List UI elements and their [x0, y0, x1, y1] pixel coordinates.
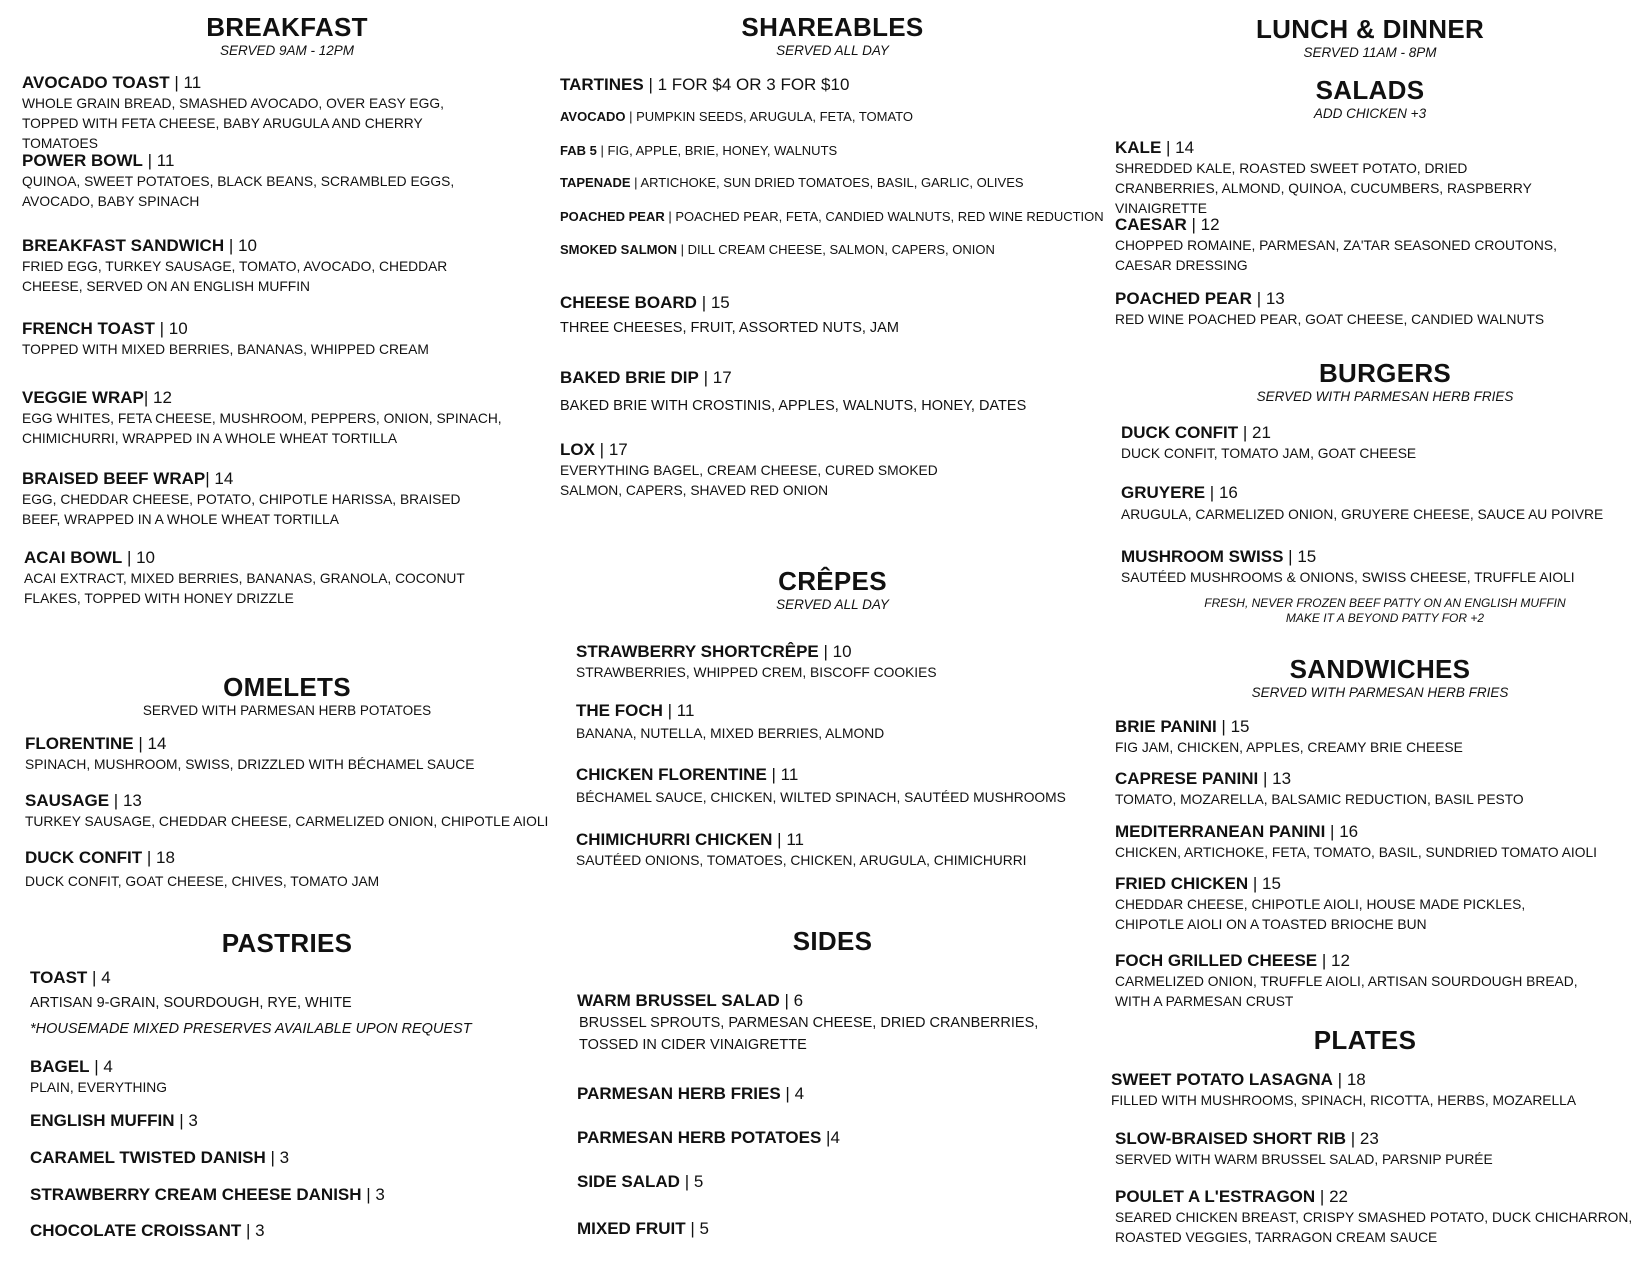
item-desc: FIG, APPLE, BRIE, HONEY, WALNUTS — [607, 143, 838, 158]
plates-header — [1105, 1025, 1625, 1055]
menu-item: CARAMEL TWISTED DANISH | 3 — [30, 1148, 290, 1167]
tartine-item: SMOKED SALMON | DILL CREAM CHEESE, SALMON, CAPERS, ONION — [560, 242, 995, 257]
tartine-item: POACHED PEAR | POACHED PEAR, FETA, CANDIED WALNUTS, RED WINE REDUCTION — [560, 209, 1104, 224]
item-price: 11 — [183, 73, 202, 92]
item-price: 4 — [794, 1084, 805, 1103]
menu-item: SIDE SALAD | 5 — [577, 1172, 704, 1191]
item-name: TOAST — [30, 968, 88, 987]
item-name: BREAKFAST SANDWICH — [22, 236, 225, 255]
item-desc: TURKEY SAUSAGE, CHEDDAR CHEESE, CARMELIZED ONION, CHIPOTLE AIOLI — [25, 814, 549, 829]
item-price: 23 — [1359, 1129, 1379, 1148]
menu-item: FLORENTINE | 14 SPINACH, MUSHROOM, SWISS, DRIZZLED WITH BÉCHAMEL SAUCE — [25, 733, 555, 775]
tartine-item: AVOCADO | PUMPKIN SEEDS, ARUGULA, FETA, TOMATO — [560, 109, 914, 124]
menu-item: MIXED FRUIT | 5 — [577, 1219, 709, 1238]
item-name: FRENCH TOAST — [22, 319, 155, 338]
item-price: 3 — [188, 1111, 198, 1130]
item-price: 22 — [1329, 1187, 1348, 1206]
item-name: POULET A L'ESTRAGON — [1115, 1187, 1316, 1206]
item-desc: PUMPKIN SEEDS, ARUGULA, FETA, TOMATO — [636, 109, 914, 124]
item-name: DUCK CONFIT — [25, 848, 143, 867]
item-price: 11 — [156, 151, 175, 170]
item-price: 16 — [1218, 483, 1238, 502]
item-price: 10 — [168, 319, 188, 338]
section-title: SHAREABLES — [741, 12, 924, 42]
item-desc: SERVED WITH WARM BRUSSEL SALAD, PARSNIP PURÉE — [1115, 1152, 1493, 1167]
item-name: FOCH GRILLED CHEESE — [1115, 951, 1318, 970]
item-desc: ACAI EXTRACT, MIXED BERRIES, BANANAS, GRANOLA, COCONUT FLAKES, TOPPED WITH HONEY DRIZZLE — [24, 571, 465, 606]
menu-item: CHICKEN FLORENTINE | 11 BÉCHAMEL SAUCE, CHICKEN, WILTED SPINACH, SAUTÉED MUSHROOMS — [576, 764, 1121, 808]
menu-item: BAGEL | 4 PLAIN, EVERYTHING — [30, 1056, 560, 1098]
item-name: TARTINES — [560, 75, 644, 94]
tartines-line: TARTINES | 1 FOR $4 OR 3 FOR $10 — [560, 75, 850, 94]
menu-item: CAPRESE PANINI | 13 TOMATO, MOZARELLA, BALSAMIC REDUCTION, BASIL PESTO — [1115, 768, 1635, 810]
menu-item: CHOCOLATE CROISSANT | 3 — [30, 1221, 265, 1240]
item-desc: ARUGULA, CARMELIZED ONION, GRUYERE CHEESE, SAUCE AU POIVRE — [1121, 507, 1604, 522]
menu-item: PARMESAN HERB FRIES | 4 — [577, 1084, 805, 1103]
menu-item: AVOCADO TOAST | 11 WHOLE GRAIN BREAD, SMASHED AVOCADO, OVER EASY EGG, TOPPED WITH FETA CHEESE, BABY ARUGULA AND CHERRY TOMATOES — [22, 72, 552, 154]
omelets-header — [22, 672, 552, 719]
item-price: 3 — [375, 1185, 385, 1204]
item-price: 15 — [710, 293, 730, 312]
item-name: POWER BOWL — [22, 151, 143, 170]
menu-item: DUCK CONFIT | 18 DUCK CONFIT, GOAT CHEESE, CHIVES, TOMATO JAM — [25, 847, 555, 892]
item-price: 5 — [693, 1172, 704, 1191]
item-price: 12 — [153, 388, 172, 407]
shareables-header — [560, 12, 1105, 59]
section-title: SIDES — [792, 926, 873, 956]
beyond-note: MAKE IT A BEYOND PATTY FOR +2 — [1285, 611, 1485, 625]
section-subtitle: SERVED WITH PARMESAN HERB FRIES — [1256, 389, 1514, 404]
item-desc: BRUSSEL SPROUTS, PARMESAN CHEESE, DRIED CRANBERRIES, TOSSED IN CIDER VINAIGRETTE — [579, 1015, 1039, 1053]
item-desc: RED WINE POACHED PEAR, GOAT CHEESE, CANDIED WALNUTS — [1115, 312, 1545, 327]
item-desc: CHOPPED ROMAINE, PARMESAN, ZA'TAR SEASONED CROUTONS, CAESAR DRESSING — [1115, 238, 1557, 273]
item-price: 17 — [712, 368, 732, 387]
item-price: 4 — [103, 1057, 113, 1076]
item-name: ACAI BOWL — [24, 548, 123, 567]
section-subtitle: SERVED ALL DAY — [776, 597, 889, 612]
item-name: THE FOCH — [576, 701, 663, 720]
item-price: 12 — [1200, 215, 1220, 234]
menu-item: CHIMICHURRI CHICKEN | 11 SAUTÉED ONIONS, TOMATOES, CHICKEN, ARUGULA, CHIMICHURRI — [576, 829, 1121, 871]
item-desc: POACHED PEAR, FETA, CANDIED WALNUTS, RED WINE REDUCTION — [675, 209, 1104, 224]
menu-item: GRUYERE | 16 ARUGULA, CARMELIZED ONION, GRUYERE CHEESE, SAUCE AU POIVRE — [1121, 482, 1641, 525]
burgers-notes — [1125, 596, 1645, 626]
item-desc: SPINACH, MUSHROOM, SWISS, DRIZZLED WITH BÉCHAMEL SAUCE — [25, 757, 475, 772]
item-desc: CHICKEN, ARTICHOKE, FETA, TOMATO, BASIL, SUNDRIED TOMATO AIOLI — [1115, 845, 1597, 860]
item-desc: WHOLE GRAIN BREAD, SMASHED AVOCADO, OVER EASY EGG, TOPPED WITH FETA CHEESE, BABY ARUGULA AND CHERRY TOMATOES — [22, 96, 444, 151]
item-name: BAKED BRIE DIP — [560, 368, 699, 387]
patty-note: FRESH, NEVER FROZEN BEEF PATTY ON AN ENGLISH MUFFIN — [1204, 596, 1566, 610]
item-desc: EVERYTHING BAGEL, CREAM CHEESE, CURED SMOKED SALMON, CAPERS, SHAVED RED ONION — [560, 463, 938, 498]
item-name: FLORENTINE — [25, 734, 134, 753]
item-price: 3 — [255, 1221, 265, 1240]
item-desc: EGG WHITES, FETA CHEESE, MUSHROOM, PEPPERS, ONION, SPINACH, CHIMICHURRI, WRAPPED IN A WHOLE WHEAT TORTILLA — [22, 411, 502, 446]
menu-item: MUSHROOM SWISS | 15 SAUTÉED MUSHROOMS & ONIONS, SWISS CHEESE, TRUFFLE AIOLI — [1121, 546, 1641, 588]
item-desc: STRAWBERRIES, WHIPPED CREM, BISCOFF COOKIES — [576, 665, 937, 680]
item-price: 17 — [608, 440, 628, 459]
item-price: 13 — [122, 791, 142, 810]
item-name: MUSHROOM SWISS — [1121, 547, 1284, 566]
item-name: FRIED CHICKEN — [1115, 874, 1249, 893]
burgers-header — [1125, 358, 1645, 405]
section-title: BURGERS — [1318, 358, 1452, 388]
menu-item: KALE | 14 SHREDDED KALE, ROASTED SWEET POTATO, DRIED CRANBERRIES, ALMOND, QUINOA, CUCUMBERS, RASPBERRY VINAIGRETTE — [1115, 137, 1635, 219]
item-name: AVOCADO — [560, 109, 626, 124]
item-desc: CHEDDAR CHEESE, CHIPOTLE AIOLI, HOUSE MADE PICKLES, CHIPOTLE AIOLI ON A TOASTED BRIOCHE BUN — [1115, 897, 1526, 932]
item-price: 5 — [699, 1219, 709, 1238]
menu-item: POACHED PEAR | 13 RED WINE POACHED PEAR, GOAT CHEESE, CANDIED WALNUTS — [1115, 288, 1635, 330]
menu-item: FRIED CHICKEN | 15 CHEDDAR CHEESE, CHIPOTLE AIOLI, HOUSE MADE PICKLES, CHIPOTLE AIOLI ON A TOASTED BRIOCHE BUN — [1115, 873, 1635, 935]
menu-item: FRENCH TOAST | 10 TOPPED WITH MIXED BERRIES, BANANAS, WHIPPED CREAM — [22, 318, 552, 360]
item-name: KALE — [1115, 138, 1162, 157]
section-subtitle: ADD CHICKEN +3 — [1313, 106, 1427, 121]
menu-item: POWER BOWL | 11 QUINOA, SWEET POTATOES, BLACK BEANS, SCRAMBLED EGGS, AVOCADO, BABY SPINACH — [22, 150, 552, 212]
item-name: MIXED FRUIT — [577, 1219, 686, 1238]
item-name: BRAISED BEEF WRAP — [22, 469, 206, 488]
item-name: POACHED PEAR — [560, 209, 665, 224]
item-name: CAESAR — [1115, 215, 1187, 234]
item-desc: TOPPED WITH MIXED BERRIES, BANANAS, WHIPPED CREAM — [22, 342, 429, 357]
menu-item: SAUSAGE | 13 TURKEY SAUSAGE, CHEDDAR CHEESE, CARMELIZED ONION, CHIPOTLE AIOLI — [25, 790, 555, 832]
menu-item: CAESAR | 12 CHOPPED ROMAINE, PARMESAN, ZA'TAR SEASONED CROUTONS, CAESAR DRESSING — [1115, 214, 1635, 276]
item-desc: DUCK CONFIT, TOMATO JAM, GOAT CHEESE — [1121, 446, 1417, 461]
item-name: BRIE PANINI — [1115, 717, 1217, 736]
section-title: BREAKFAST — [206, 12, 368, 42]
item-price: 10 — [136, 548, 156, 567]
item-price: 4 — [830, 1128, 840, 1147]
item-name: SWEET POTATO LASAGNA — [1111, 1070, 1333, 1089]
item-name: CHIMICHURRI CHICKEN — [576, 830, 773, 849]
menu-item: ENGLISH MUFFIN | 3 — [30, 1111, 198, 1130]
item-name: CAPRESE PANINI — [1115, 769, 1259, 788]
item-desc: DUCK CONFIT, GOAT CHEESE, CHIVES, TOMATO JAM — [25, 874, 380, 889]
menu-item: DUCK CONFIT | 21 DUCK CONFIT, TOMATO JAM, GOAT CHEESE — [1121, 422, 1641, 464]
section-subtitle: SERVED 11AM - 8PM — [1303, 45, 1437, 60]
menu-item: LOX | 17 EVERYTHING BAGEL, CREAM CHEESE, CURED SMOKED SALMON, CAPERS, SHAVED RED ONION — [560, 439, 1105, 501]
item-price: 16 — [1339, 822, 1359, 841]
item-price: 13 — [1272, 769, 1292, 788]
item-desc: SAUTÉED ONIONS, TOMATOES, CHICKEN, ARUGULA, CHIMICHURRI — [576, 853, 1027, 868]
item-desc: QUINOA, SWEET POTATOES, BLACK BEANS, SCRAMBLED EGGS, AVOCADO, BABY SPINACH — [22, 174, 455, 209]
pastries-header — [22, 928, 552, 958]
menu-item: BRIE PANINI | 15 FIG JAM, CHICKEN, APPLES, CREAMY BRIE CHEESE — [1115, 716, 1635, 758]
item-desc: ARTICHOKE, SUN DRIED TOMATOES, BASIL, GARLIC, OLIVES — [640, 175, 1024, 190]
item-desc: SAUTÉED MUSHROOMS & ONIONS, SWISS CHEESE, TRUFFLE AIOLI — [1121, 570, 1575, 585]
section-title: CRÊPES — [778, 566, 887, 596]
item-name: AVOCADO TOAST — [22, 73, 170, 92]
item-price: 12 — [1331, 951, 1350, 970]
item-price: 1 FOR $4 OR 3 FOR $10 — [657, 75, 850, 94]
item-name: WARM BRUSSEL SALAD — [577, 991, 780, 1010]
tartine-item: FAB 5 | FIG, APPLE, BRIE, HONEY, WALNUTS — [560, 143, 838, 158]
menu-item: MEDITERRANEAN PANINI | 16 CHICKEN, ARTICHOKE, FETA, TOMATO, BASIL, SUNDRIED TOMATO AIOLI — [1115, 821, 1635, 863]
item-name: SLOW-BRAISED SHORT RIB — [1115, 1129, 1347, 1148]
preserves-note: *HOUSEMADE MIXED PRESERVES AVAILABLE UPON REQUEST — [30, 1021, 472, 1037]
item-desc: FILLED WITH MUSHROOMS, SPINACH, RICOTTA, HERBS, MOZARELLA — [1111, 1093, 1577, 1108]
menu-item: FOCH GRILLED CHEESE | 12 CARMELIZED ONION, TRUFFLE AIOLI, ARTISAN SOURDOUGH BREAD, WITH A PARMESAN CRUST — [1115, 950, 1635, 1012]
section-title: SALADS — [1315, 75, 1425, 105]
menu-item: CHEESE BOARD | 15 THREE CHEESES, FRUIT, ASSORTED NUTS, JAM — [560, 292, 1105, 338]
item-desc: DILL CREAM CHEESE, SALMON, CAPERS, ONION — [687, 242, 995, 257]
menu-item: VEGGIE WRAP| 12 EGG WHITES, FETA CHEESE, MUSHROOM, PEPPERS, ONION, SPINACH, CHIMICHURRI, WRAPPED IN A WHOLE WHEAT TORTILLA — [22, 387, 552, 449]
item-name: TAPENADE — [560, 175, 631, 190]
item-desc: BÉCHAMEL SAUCE, CHICKEN, WILTED SPINACH, SAUTÉED MUSHROOMS — [576, 790, 1066, 805]
item-desc: THREE CHEESES, FRUIT, ASSORTED NUTS, JAM — [560, 320, 899, 336]
item-name: STRAWBERRY CREAM CHEESE DANISH — [30, 1185, 362, 1204]
item-price: 15 — [1297, 547, 1317, 566]
item-price: 14 — [147, 734, 167, 753]
item-name: CARAMEL TWISTED DANISH — [30, 1148, 266, 1167]
item-name: SMOKED SALMON — [560, 242, 677, 257]
item-name: MEDITERRANEAN PANINI — [1115, 822, 1326, 841]
item-desc: SHREDDED KALE, ROASTED SWEET POTATO, DRIED CRANBERRIES, ALMOND, QUINOA, CUCUMBERS, RASPBERRY VINAIGRETTE — [1115, 161, 1532, 216]
item-desc: ARTISAN 9-GRAIN, SOURDOUGH, RYE, WHITE — [30, 995, 352, 1011]
tartine-item: TAPENADE | ARTICHOKE, SUN DRIED TOMATOES, BASIL, GARLIC, OLIVES — [560, 175, 1024, 190]
breakfast-header — [22, 12, 552, 59]
menu-item: THE FOCH | 11 BANANA, NUTELLA, MIXED BERRIES, ALMOND — [576, 700, 1121, 744]
lunch-dinner-header — [1110, 14, 1630, 61]
section-subtitle: SERVED 9AM - 12PM — [219, 43, 355, 58]
item-name: GRUYERE — [1121, 483, 1206, 502]
item-price: 15 — [1230, 717, 1250, 736]
item-price: 11 — [676, 701, 695, 720]
section-title: SANDWICHES — [1289, 654, 1471, 684]
item-name: FAB 5 — [560, 143, 597, 158]
item-price: 4 — [101, 968, 111, 987]
menu-item: BRAISED BEEF WRAP| 14 EGG, CHEDDAR CHEESE, POTATO, CHIPOTLE HARISSA, BRAISED BEEF, WRAPPED IN A WHOLE WHEAT TORTILLA — [22, 468, 552, 530]
item-name: CHICKEN FLORENTINE — [576, 765, 767, 784]
menu-item: POULET A L'ESTRAGON | 22 SEARED CHICKEN BREAST, CRISPY SMASHED POTATO, DUCK CHICHARRON, ROASTED VEGGIES, TARRAGON CREAM SAUCE — [1115, 1186, 1635, 1248]
menu-item: PARMESAN HERB POTATOES |4 — [577, 1128, 840, 1147]
section-title: LUNCH & DINNER — [1255, 14, 1485, 44]
item-price: 10 — [237, 236, 257, 255]
item-desc: FIG JAM, CHICKEN, APPLES, CREAMY BRIE CHEESE — [1115, 740, 1463, 755]
section-title: OMELETS — [223, 672, 351, 702]
item-name: PARMESAN HERB POTATOES — [577, 1128, 822, 1147]
item-price: 10 — [832, 642, 852, 661]
item-name: BAGEL — [30, 1057, 90, 1076]
sandwiches-header — [1120, 654, 1640, 701]
item-price: 18 — [1346, 1070, 1366, 1089]
section-subtitle: SERVED WITH PARMESAN HERB FRIES — [1251, 685, 1509, 700]
item-price: 11 — [780, 765, 799, 784]
sides-header — [560, 926, 1105, 956]
item-name: DUCK CONFIT — [1121, 423, 1239, 442]
item-price: 15 — [1262, 874, 1281, 893]
item-name: SIDE SALAD — [577, 1172, 680, 1191]
item-name: CHEESE BOARD — [560, 293, 697, 312]
item-price: 18 — [155, 848, 175, 867]
item-price: 14 — [214, 469, 234, 488]
item-price: 11 — [786, 830, 804, 849]
item-name: LOX — [560, 440, 595, 459]
section-subtitle: SERVED ALL DAY — [776, 43, 889, 58]
item-price: 14 — [1175, 138, 1195, 157]
item-desc: BANANA, NUTELLA, MIXED BERRIES, ALMOND — [576, 726, 885, 741]
salads-header — [1110, 75, 1630, 122]
item-desc: SEARED CHICKEN BREAST, CRISPY SMASHED POTATO, DUCK CHICHARRON, ROASTED VEGGIES, TARRAGON CREAM SAUCE — [1115, 1210, 1633, 1245]
menu-item: STRAWBERRY CREAM CHEESE DANISH | 3 — [30, 1185, 385, 1204]
item-name: POACHED PEAR — [1115, 289, 1252, 308]
menu-item: TOAST | 4 ARTISAN 9-GRAIN, SOURDOUGH, RYE, WHITE — [30, 967, 560, 1013]
menu-item: BAKED BRIE DIP | 17 BAKED BRIE WITH CROSTINIS, APPLES, WALNUTS, HONEY, DATES — [560, 367, 1105, 416]
item-name: ENGLISH MUFFIN — [30, 1111, 175, 1130]
item-desc: PLAIN, EVERYTHING — [30, 1080, 167, 1095]
menu-item: ACAI BOWL | 10 ACAI EXTRACT, MIXED BERRIES, BANANAS, GRANOLA, COCONUT FLAKES, TOPPED WITH HONEY DRIZZLE — [24, 547, 554, 609]
section-subtitle: SERVED WITH PARMESAN HERB POTATOES — [142, 703, 432, 718]
item-price: 6 — [793, 991, 804, 1010]
menu-item: BREAKFAST SANDWICH | 10 FRIED EGG, TURKEY SAUSAGE, TOMATO, AVOCADO, CHEDDAR CHEESE, SERVED ON AN ENGLISH MUFFIN — [22, 235, 552, 297]
menu-item: SLOW-BRAISED SHORT RIB | 23 SERVED WITH WARM BRUSSEL SALAD, PARSNIP PURÉE — [1115, 1128, 1635, 1170]
item-desc: EGG, CHEDDAR CHEESE, POTATO, CHIPOTLE HARISSA, BRAISED BEEF, WRAPPED IN A WHOLE WHEAT TORTILLA — [22, 492, 461, 527]
item-name: SAUSAGE — [25, 791, 110, 810]
item-desc: TOMATO, MOZARELLA, BALSAMIC REDUCTION, BASIL PESTO — [1115, 792, 1524, 807]
item-price: 21 — [1251, 423, 1271, 442]
section-title: PASTRIES — [221, 928, 353, 958]
item-price: 13 — [1265, 289, 1285, 308]
menu-item: STRAWBERRY SHORTCRÊPE | 10 STRAWBERRIES, WHIPPED CREM, BISCOFF COOKIES — [576, 641, 1121, 683]
menu-item: SWEET POTATO LASAGNA | 18 FILLED WITH MUSHROOMS, SPINACH, RICOTTA, HERBS, MOZARELLA — [1111, 1069, 1631, 1111]
item-name: VEGGIE WRAP — [22, 388, 144, 407]
item-name: STRAWBERRY SHORTCRÊPE — [576, 642, 819, 661]
item-desc: CARMELIZED ONION, TRUFFLE AIOLI, ARTISAN SOURDOUGH BREAD, WITH A PARMESAN CRUST — [1115, 974, 1578, 1009]
item-name: CHOCOLATE CROISSANT — [30, 1221, 242, 1240]
item-price: 3 — [279, 1148, 290, 1167]
item-desc: FRIED EGG, TURKEY SAUSAGE, TOMATO, AVOCADO, CHEDDAR CHEESE, SERVED ON AN ENGLISH MUFFIN — [22, 259, 448, 294]
section-title: PLATES — [1313, 1025, 1417, 1055]
crepes-header — [560, 566, 1105, 613]
item-name: PARMESAN HERB FRIES — [577, 1084, 781, 1103]
item-desc: BAKED BRIE WITH CROSTINIS, APPLES, WALNUTS, HONEY, DATES — [560, 398, 1027, 414]
menu-item: WARM BRUSSEL SALAD | 6 BRUSSEL SPROUTS, PARMESAN CHEESE, DRIED CRANBERRIES, TOSSED IN CIDER VINAIGRETTE — [577, 990, 1122, 1056]
